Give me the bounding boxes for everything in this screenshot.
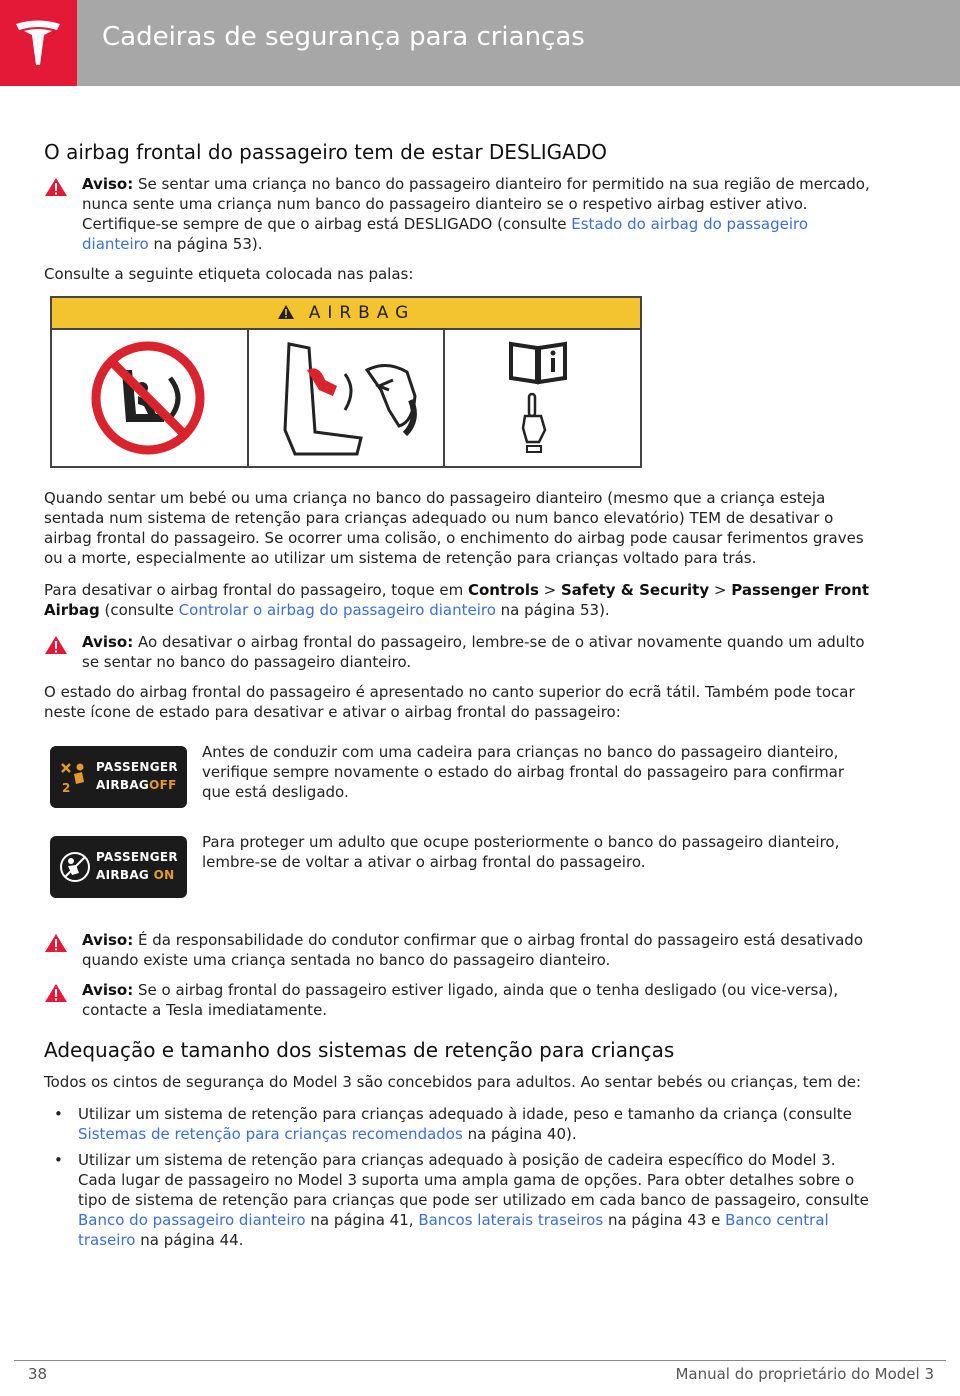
status-on-text: Para proteger um adulto que ocupe posteriormente o banco do passageiro dianteiro, lembre-se de voltar a ativar o airbag frontal do passageiro. — [202, 833, 840, 871]
link-control-airbag[interactable]: Controlar o airbag do passageiro dianteiro — [178, 601, 496, 619]
badge-line1: PASSENGER — [96, 760, 178, 774]
paragraph-airbag-status: O estado do airbag frontal do passageiro é apresentado no canto superior do ecrã tátil. Também pode tocar neste ícone de estado para desativar e ativar o airbag frontal do passageiro: — [44, 683, 855, 721]
para2-middle: (consulte — [99, 601, 179, 619]
warning-reactivate-airbag — [44, 632, 874, 672]
page-content — [44, 140, 874, 1256]
warning-text: Se sentar uma criança no banco do passageiro dianteiro for permitido na sua região de mercado, nunca sente uma criança num banco do passageiro dianteiro se o respetivo airbag estiver ativo. Certifique-se sempre de que o airbag está DESLIGADO (consulte — [82, 175, 870, 233]
bullet: • — [54, 1151, 63, 1169]
airbag-label-cells — [52, 330, 640, 466]
airbag-label-text: AIRBAG — [308, 303, 416, 323]
list-item — [44, 1150, 874, 1250]
status-row-airbag-on — [44, 824, 874, 906]
warning-label: Aviso: — [82, 931, 134, 949]
warning-label: Aviso: — [82, 175, 134, 193]
menu-passenger-front-airbag: Passenger Front Airbag — [44, 581, 870, 619]
item2-mid2: na página 43 e — [603, 1211, 726, 1229]
airbag-on-icon — [58, 850, 92, 884]
link-rear-center-seat[interactable]: Banco central traseiro — [78, 1211, 829, 1249]
header-title: Cadeiras de segurança para crianças — [102, 22, 585, 52]
warning-icon — [44, 983, 68, 1003]
warning-icon — [44, 933, 68, 953]
warning-triangle-icon — [277, 304, 295, 320]
status-off-text: Antes de conduzir com uma cadeira para crianças no banco do passageiro dianteiro, verifique sempre novamente o estado do airbag frontal do passageiro para confirmar que está desligado. — [202, 743, 845, 801]
warning-label: Aviso: — [82, 633, 134, 651]
section-title-airbag-off: O airbag frontal do passageiro tem de estar DESLIGADO — [44, 140, 607, 164]
badge-line2 — [96, 778, 177, 792]
menu-controls: Controls — [467, 581, 539, 599]
item2-mid1: na página 41, — [305, 1211, 419, 1229]
no-rear-facing-seat-icon — [52, 330, 244, 466]
airbag-off-icon — [58, 760, 92, 794]
warning-driver-responsibility — [44, 930, 874, 970]
bullet: • — [54, 1105, 63, 1123]
warning-icon — [44, 177, 68, 197]
paragraph-disable-airbag — [44, 580, 874, 620]
warning-contact-tesla — [44, 980, 874, 1020]
page-number: 38 — [28, 1365, 48, 1383]
warning-after: na página 53). — [148, 235, 263, 253]
footer-divider — [14, 1360, 946, 1361]
menu-safety-security: Safety & Security — [561, 581, 710, 599]
para2-before: Para desativar o airbag frontal do passageiro, toque em — [44, 581, 468, 599]
airbag-warning-label — [50, 296, 642, 468]
para2-sep1: > — [538, 581, 561, 599]
item2-after: na página 44. — [135, 1231, 244, 1249]
paragraph-seatbelts-adults: Todos os cintos de segurança do Model 3 são concebidos para adultos. Ao sentar bebés ou crianças, tem de: — [44, 1073, 862, 1091]
warning-label: Aviso: — [82, 981, 134, 999]
passenger-airbag-on-badge — [50, 836, 187, 898]
label-cell-read-manual — [445, 330, 640, 466]
read-manual-icon — [445, 330, 633, 466]
badge-airbag-word: AIRBAG — [96, 778, 150, 792]
link-front-passenger-seat[interactable]: Banco do passageiro dianteiro — [78, 1211, 306, 1229]
label-cell-prohibited — [52, 330, 249, 466]
warning-icon — [44, 635, 68, 655]
spacer — [44, 906, 874, 930]
warning-child-seat — [44, 174, 874, 254]
badge-off-word: OFF — [149, 778, 177, 792]
page-header — [0, 0, 960, 86]
airbag-label-bar — [52, 298, 640, 330]
link-rear-outboard-seats[interactable]: Bancos laterais traseiros — [418, 1211, 604, 1229]
status-row-airbag-off — [44, 734, 874, 816]
requirements-list — [44, 1104, 874, 1250]
footer-title: Manual do proprietário do Model 3 — [675, 1365, 934, 1383]
svg-text:2: 2 — [62, 781, 71, 794]
para2-sep2: > — [709, 581, 732, 599]
airbag-deploy-icon — [249, 330, 453, 466]
tesla-logo-icon — [13, 18, 63, 68]
tesla-logo — [0, 0, 77, 86]
warning-text: Ao desativar o airbag frontal do passageiro, lembre-se de o ativar novamente quando um adulto se sentar no banco do passageiro dianteiro. — [82, 633, 865, 671]
passenger-airbag-off-badge — [50, 746, 187, 808]
badge-airbag-word: AIRBAG — [96, 868, 150, 882]
item1-after: na página 40). — [462, 1125, 577, 1143]
item2-before: Utilizar um sistema de retenção para crianças adequado à posição de cadeira específico do Model 3. Cada lugar de passageiro no Model 3 suporta uma ampla gama de opções. Para obter detalhes sobre o tipo de sistema de retenção para crianças que pode ser utilizado em cada banco de passageiro, consulte — [78, 1151, 869, 1209]
warning-text: Se o airbag frontal do passageiro estiver ligado, ainda que o tenha desligado (ou vice-versa), contacte a Tesla imediatamente. — [82, 981, 839, 1019]
list-item — [44, 1104, 874, 1144]
badge-line1: PASSENGER — [96, 850, 178, 864]
consult-label-text: Consulte a seguinte etiqueta colocada nas palas: — [44, 265, 414, 283]
label-cell-airbag-deploy — [249, 330, 446, 466]
badge-line2 — [96, 868, 174, 882]
link-recommended-restraints[interactable]: Sistemas de retenção para crianças recomendados — [78, 1125, 463, 1143]
badge-on-word: ON — [153, 868, 175, 882]
warning-text: É da responsabilidade do condutor confirmar que o airbag frontal do passageiro está desativado quando existe uma criança sentada no banco do passageiro dianteiro. — [82, 931, 863, 969]
link-airbag-status[interactable]: Estado do airbag do passageiro dianteiro — [82, 215, 809, 253]
para2-after: na página 53). — [495, 601, 610, 619]
item1-before: Utilizar um sistema de retenção para crianças adequado à idade, peso e tamanho da criança (consulte — [78, 1105, 852, 1123]
paragraph-child-seat-rule: Quando sentar um bebé ou uma criança no banco do passageiro dianteiro (mesmo que a criança esteja sentada num sistema de retenção para crianças adequado ou num banco elevatório) TEM de desativar o airbag frontal do passageiro. Se ocorrer uma colisão, o enchimento do airbag pode causar ferimentos graves ou a morte, especialmente ao utilizar um sistema de retenção para crianças voltado para trás. — [44, 489, 864, 567]
section-title-restraint-suitability: Adequação e tamanho dos sistemas de retenção para crianças — [44, 1038, 675, 1062]
